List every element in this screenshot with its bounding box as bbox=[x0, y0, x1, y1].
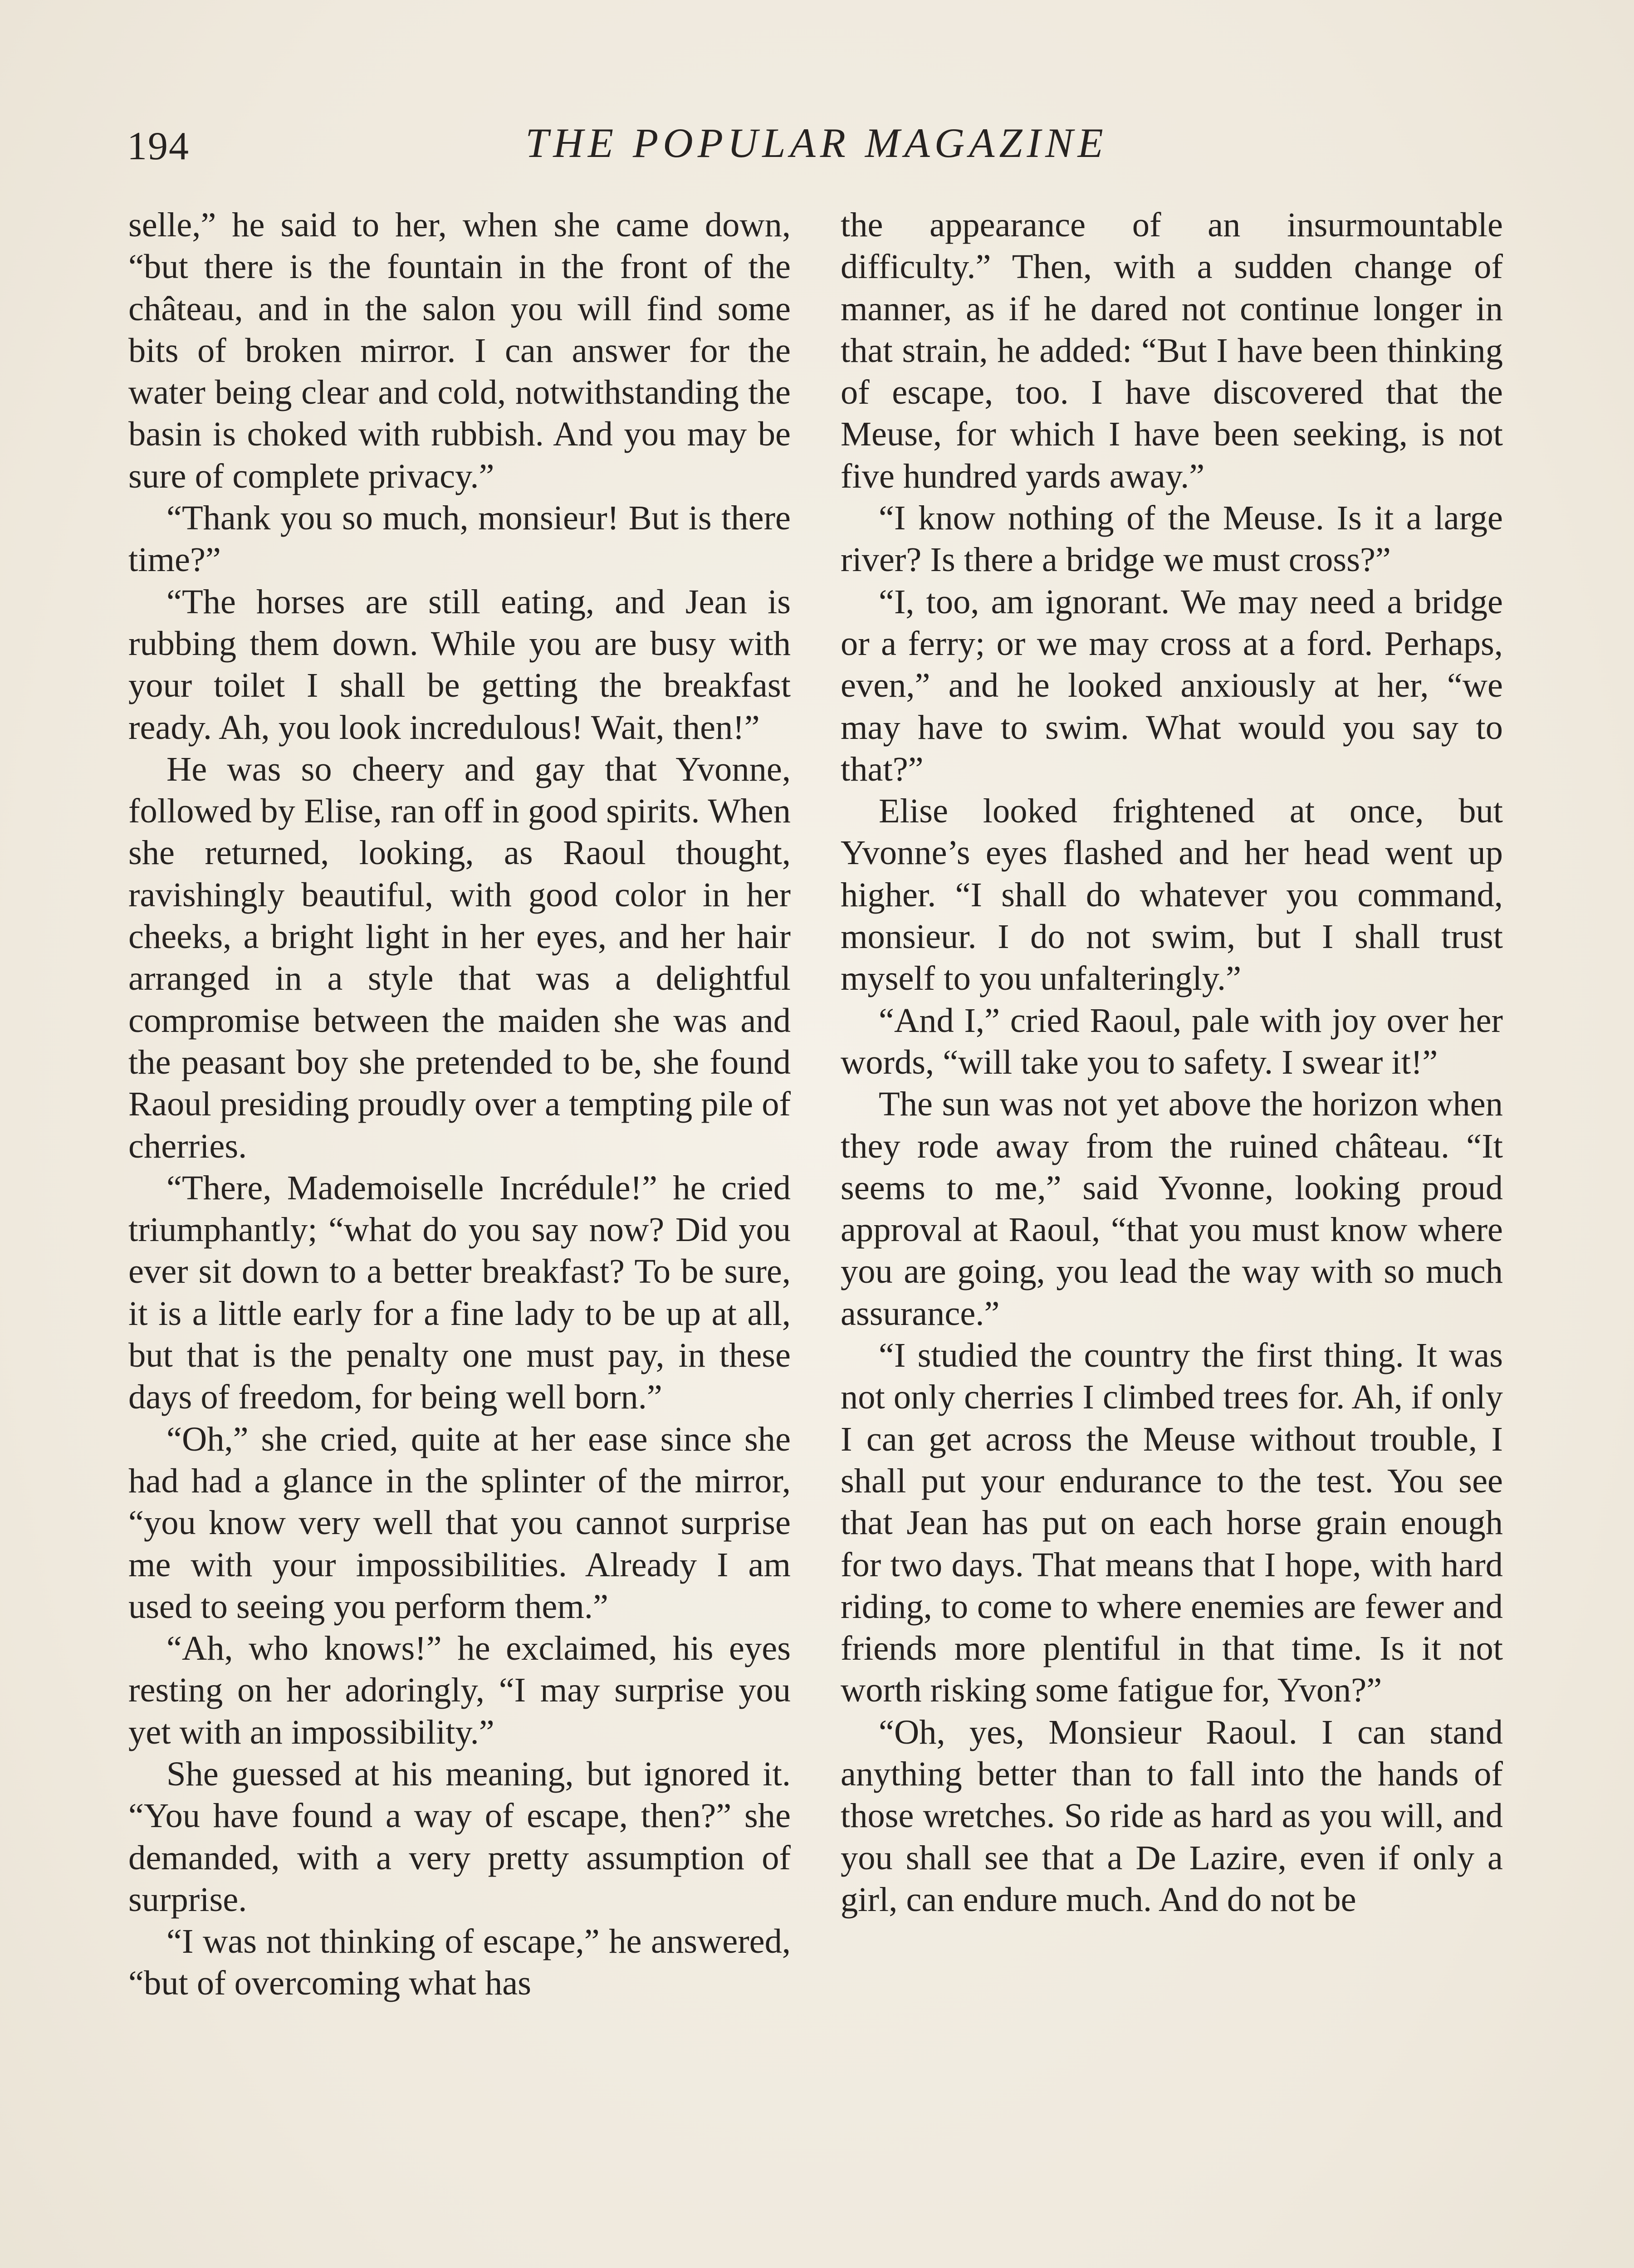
paragraph: Elise looked frightened at once, but Yvonne’s eyes flashed and her head went up higher. “I shall do whatever you command, monsieur. I do not swim, but I shall trust myself to you unfalteringly.” bbox=[841, 792, 1503, 998]
paragraph: “I know nothing of the Meuse. Is it a large river? Is there a bridge we must cross?” bbox=[841, 499, 1503, 579]
paragraph: The sun was not yet above the horizon when they rode away from the ruined château. “It seems to me,” said Yvonne, looking proud approval at Raoul, “that you must know where you are going, you lead the way with so much assurance.” bbox=[841, 1085, 1503, 1333]
running-title: THE POPULAR MAGAZINE bbox=[525, 120, 1108, 166]
paragraph: “I studied the country the first thing. It was not only cherries I climbed trees for. Ah, if only I can get across the Meuse without trouble, I shall put your endurance to the test. You see that Jean has put on each horse grain enough for two days. That means that I hope, with hard riding, to come to where enemies are fewer and friends more plentiful in that time. Is it not worth risking some fatigue for, Yvon?” bbox=[841, 1336, 1503, 1710]
paragraph: She guessed at his meaning, but ignored it. “You have found a way of escape, then?” she demanded, with a very pretty assumption of surprise. bbox=[128, 1754, 791, 1919]
paragraph: “I, too, am ignorant. We may need a bridge or a ferry; or we may cross at a ford. Perhaps, even,” and he looked anxiously at her, “we may have to swim. What would you say to that?” bbox=[841, 582, 1503, 788]
paragraph: selle,” he said to her, when she came down, “but there is the fountain in the front of the château, and in the salon you will find some bits of broken mirror. I can answer for the water being clear and cold, notwithstanding the basin is choked with rubbish. And you may be sure of complete privacy.” bbox=[128, 205, 791, 495]
paragraph: the appearance of an insurmountable difficulty.” Then, with a sudden change of manner, as if he dared not continue longer in that strain, he added: “But I have been thinking of escape, too. I have discovered that the Meuse, for which I have been seeking, is not five hundred yards away.” bbox=[841, 205, 1503, 495]
paragraph: “The horses are still eating, and Jean is rubbing them down. While you are busy with your toilet I shall be getting the breakfast ready. Ah, you look incredulous! Wait, then!” bbox=[128, 582, 791, 747]
paragraph: He was so cheery and gay that Yvonne, followed by Elise, ran off in good spirits. When she returned, looking, as Raoul thought, ravishingly beautiful, with good color in her cheeks, a bright light in her eyes, and her hair arranged in a style that was a delightful compromise between the maiden she was and the peasant boy she pretended to be, she found Raoul presiding proudly over a tempting pile of cherries. bbox=[128, 749, 791, 1165]
paragraph: “Thank you so much, monsieur! But is there time?” bbox=[128, 499, 791, 579]
paragraph: “Oh,” she cried, quite at her ease since she had had a glance in the splinter of the mirror, “you know very well that you cannot surprise me with your impossibilities. Already I am used to seeing you perform them.” bbox=[128, 1419, 791, 1626]
page-header bbox=[127, 119, 1506, 178]
paragraph: “And I,” cried Raoul, pale with joy over her words, “will take you to safety. I swear it!” bbox=[841, 1001, 1503, 1081]
paragraph: “Ah, who knows!” he exclaimed, his eyes resting on her adoringly, “I may surprise you yet with an impossibility.” bbox=[128, 1629, 791, 1751]
paragraph: “Oh, yes, Monsieur Raoul. I can stand anything better than to fall into the hands of those wretches. So ride as hard as you will, and you shall see that a De Lazire, even if only a girl, can endure much. And do not be bbox=[841, 1712, 1503, 1919]
right-column bbox=[841, 204, 1503, 1921]
page-number: 194 bbox=[127, 124, 190, 168]
left-column bbox=[128, 204, 791, 2004]
paragraph: “I was not thinking of escape,” he answered, “but of overcoming what has bbox=[128, 1922, 791, 2003]
paragraph: “There, Mademoiselle Incrédule!” he cried triumphantly; “what do you say now? Did you ever sit down to a better breakfast? To be sure, it is a little early for a fine lady to be up at all, but that is the penalty one must pay, in these days of freedom, for being well born.” bbox=[128, 1168, 791, 1417]
